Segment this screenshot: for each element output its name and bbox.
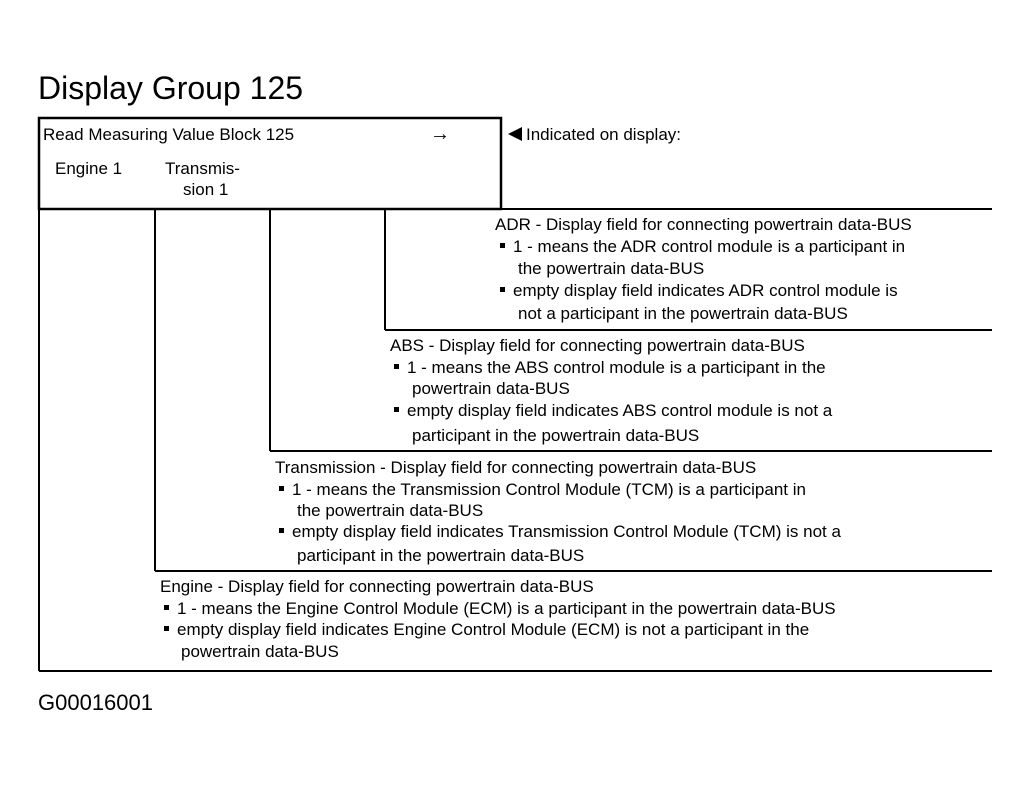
transmission-bullet-2: empty display field indicates Transmission Control Module (TCM) is not a xyxy=(279,521,841,542)
bullet-icon xyxy=(394,364,399,369)
figure-id: G00016001 xyxy=(38,690,153,715)
transmission-bullet-1: 1 - means the Transmission Control Module (TCM) is a participant in xyxy=(279,479,806,500)
bullet-icon xyxy=(164,626,169,631)
adr-heading: ADR - Display field for connecting powertrain data-BUS xyxy=(495,215,912,234)
abs-bullet-2-cont: participant in the powertrain data-BUS xyxy=(412,426,700,445)
engine-heading: Engine - Display field for connecting powertrain data-BUS xyxy=(160,577,594,596)
engine-bullet-2: empty display field indicates Engine Control Module (ECM) is not a participant in the xyxy=(164,619,809,640)
pointer-left-icon xyxy=(508,127,522,141)
abs-bullet-2: empty display field indicates ABS control module is not a xyxy=(394,400,832,421)
abs-heading: ABS - Display field for connecting powertrain data-BUS xyxy=(390,336,805,355)
bullet-icon xyxy=(500,287,505,292)
display-field-transmission-line2: sion 1 xyxy=(183,180,229,199)
transmission-bullet-2-cont: participant in the powertrain data-BUS xyxy=(297,546,585,565)
display-field-engine: Engine 1 xyxy=(55,159,123,178)
bullet-icon xyxy=(500,243,505,248)
abs-bullet-1: 1 - means the ABS control module is a participant in the xyxy=(394,357,826,378)
bullet-icon xyxy=(279,486,284,491)
indicated-label: Indicated on display: xyxy=(526,125,681,144)
adr-bullet-2-cont: not a participant in the powertrain data-BUS xyxy=(518,304,848,323)
bullet-icon xyxy=(394,407,399,412)
adr-bullet-1-cont: the powertrain data-BUS xyxy=(518,259,705,278)
transmission-bullet-1-cont: the powertrain data-BUS xyxy=(297,501,484,520)
adr-bullet-1: 1 - means the ADR control module is a participant in xyxy=(500,236,905,257)
engine-bullet-2-cont: powertrain data-BUS xyxy=(181,642,339,661)
display-box-heading: Read Measuring Value Block 125 xyxy=(43,125,295,144)
bullet-icon xyxy=(164,605,169,610)
transmission-heading: Transmission - Display field for connecting powertrain data-BUS xyxy=(275,458,757,477)
display-field-transmission-line1: Transmis- xyxy=(165,159,240,178)
adr-bullet-2: empty display field indicates ADR control module is xyxy=(500,280,898,301)
arrow-right-icon: → xyxy=(430,123,450,145)
abs-bullet-1-cont: powertrain data-BUS xyxy=(412,379,570,398)
page-title: Display Group 125 xyxy=(38,70,304,106)
bullet-icon xyxy=(279,528,284,533)
engine-bullet-1: 1 - means the Engine Control Module (ECM) is a participant in the powertrain data-BUS xyxy=(164,598,836,619)
